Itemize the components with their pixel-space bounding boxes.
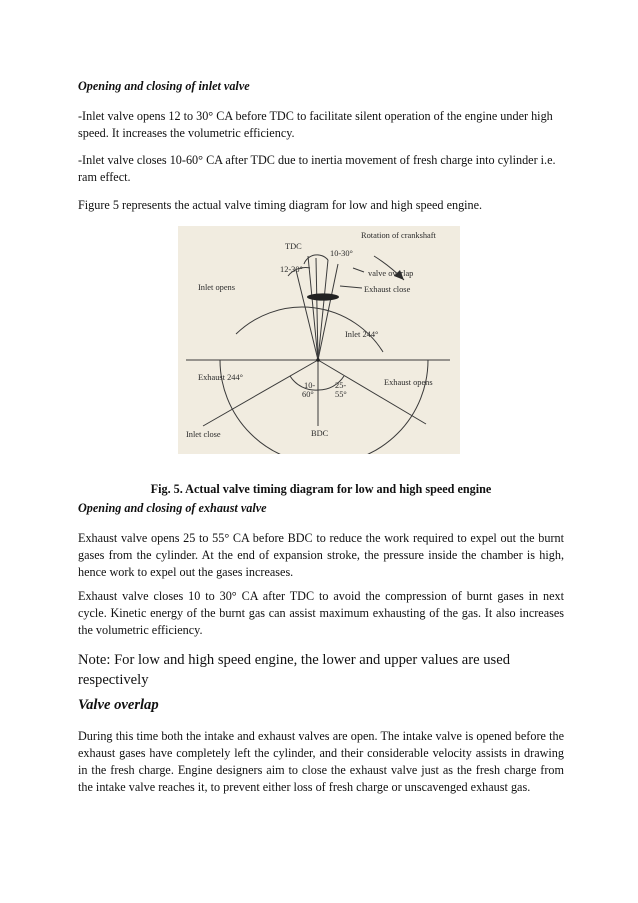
angle-10-30-label: 10-30°	[330, 249, 353, 258]
valve-overlap-heading: Valve overlap	[78, 697, 159, 713]
figure-caption: Fig. 5. Actual valve timing diagram for low and high speed engine	[150, 482, 492, 497]
valve-overlap-paragraph: During this time both the intake and exhaust valves are open. The intake valve is opened before the exhaust gases have completely left the cylinder, and their considerable velocity assists in drawing in the fresh charge. Engine designers aim to close the exhaust valve just as the fresh charge from the intake valve reaches it, to prevent either loss of fresh charge or unscavenged exhaust gas.	[78, 729, 564, 794]
exhaust-close-line	[318, 264, 338, 360]
valve-timing-diagram-svg	[178, 226, 460, 454]
exhaust-valve-heading: Opening and closing of exhaust valve	[78, 501, 267, 515]
rotation-label: Rotation of crankshaft	[361, 231, 436, 240]
inlet-opens-label: Inlet opens	[198, 283, 235, 292]
exhaust-opens-paragraph: Exhaust valve opens 25 to 55° CA before BDC to reduce the work required to expel out the burnt gases from the cylinder. At the end of expansion stroke, the pressure inside the chamber is high, hence work to expel out the gases increases.	[78, 531, 564, 579]
bdc-label: BDC	[311, 429, 329, 438]
angle-10-60-label-2: 60°	[302, 390, 314, 399]
exhaust-244-label: Exhaust 244°	[198, 373, 243, 382]
inlet-opens-paragraph: -Inlet valve opens 12 to 30° CA before TDC to facilitate silent operation of the engine under high speed. It increases the volumetric efficiency.	[78, 109, 553, 140]
tdc-label: TDC	[285, 242, 302, 251]
inlet-open-line	[296, 270, 318, 360]
inlet-closes-paragraph: -Inlet valve closes 10-60° CA after TDC due to inertia movement of fresh charge into cylinder i.e. ram effect.	[78, 153, 556, 184]
angle-12-30-label: 12-30°	[280, 265, 303, 274]
note-paragraph: Note: For low and high speed engine, the lower and upper values are used respectively	[78, 652, 511, 688]
exhaust-opens-label: Exhaust opens	[384, 378, 433, 387]
angle-10-60-label-1: 10-	[304, 381, 316, 390]
overlap-leader	[353, 268, 364, 272]
inlet-valve-heading: Opening and closing of inlet valve	[78, 79, 250, 93]
exhaust-close-leader	[340, 286, 362, 288]
valve-timing-diagram	[178, 226, 460, 454]
exhaust-close-label: Exhaust close	[364, 285, 411, 294]
inlet-244-label: Inlet 244°	[345, 330, 379, 339]
exhaust-closes-paragraph: Exhaust valve closes 10 to 30° CA after TDC to avoid the compression of burnt gases in next cycle. Kinetic energy of the burnt gas can assist maximum exhausting of the gas. It also increases the volumetric efficiency.	[78, 589, 564, 637]
valve-overlap-marker	[307, 293, 339, 300]
angle-25-55-label-2: 55°	[335, 390, 347, 399]
crank-center-point	[316, 358, 320, 362]
figure-intro-paragraph: Figure 5 represents the actual valve timing diagram for low and high speed engine.	[78, 198, 483, 212]
inlet-close-label: Inlet close	[186, 430, 221, 439]
angle-25-55-label-1: 25-	[335, 381, 347, 390]
valve-overlap-label: valve overlap	[368, 269, 414, 278]
